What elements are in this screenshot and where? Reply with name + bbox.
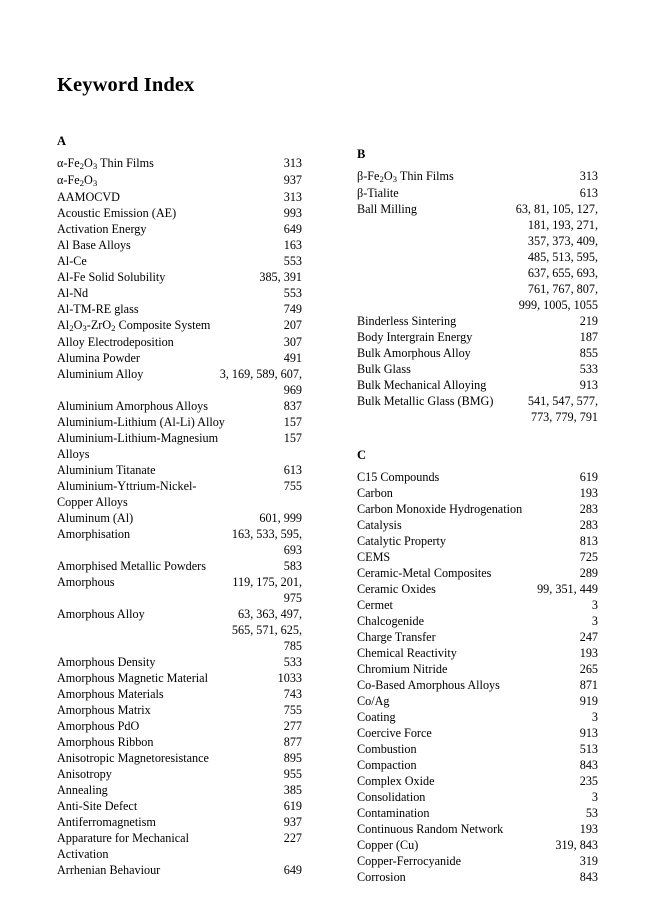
index-entry[interactable]: [57, 686, 302, 702]
index-entry-pages: 277: [283, 719, 302, 733]
index-entry-term: C15 Compounds: [357, 470, 440, 484]
index-entry-pages: 219: [579, 314, 598, 328]
index-entry[interactable]: [57, 558, 302, 574]
index-entry-term: Chalcogenide: [357, 614, 425, 628]
index-entry-term: Anti-Site Defect: [57, 799, 138, 813]
index-entry-term: $\alpha-Fe_2O_3$: [57, 173, 98, 189]
section-letter-a: A: [57, 134, 67, 148]
section-letter-c: C: [357, 448, 367, 462]
index-entry-term: Bulk Metallic Glass (BMG): [357, 394, 494, 408]
index-entry[interactable]: [357, 345, 598, 361]
index-entry[interactable]: [57, 205, 302, 221]
index-entry-pages: 619: [579, 470, 598, 484]
index-entry-term: Alloy Electrodeposition: [57, 335, 174, 349]
index-entry-term: $Al_2O_3-ZrO_2$ Composite System: [57, 318, 211, 334]
index-entry-term: AAMOCVD: [57, 190, 120, 204]
index-entry[interactable]: [357, 837, 598, 853]
index-entry-pages: 755: [283, 479, 302, 493]
index-entry[interactable]: [357, 533, 598, 549]
index-entry-term: Cermet: [357, 598, 393, 612]
index-entry-pages: 613: [579, 186, 598, 200]
index-entry-pages: 53: [585, 806, 598, 820]
index-entry-pages: 163, 533, 595, 693: [231, 527, 302, 557]
index-entry-term: Annealing: [57, 783, 108, 797]
index-entry-pages: 955: [283, 767, 302, 781]
index-entry[interactable]: [357, 613, 598, 629]
index-entry-term: Bulk Amorphous Alloy: [357, 346, 471, 360]
index-entry-pages: 63, 363, 497, 565, 571, 625, 785: [231, 607, 302, 653]
index-entry-pages: 491: [283, 351, 302, 365]
index-entry-term: Amorphous PdO: [57, 719, 140, 733]
index-entry[interactable]: [57, 172, 302, 189]
index-entry-term: Carbon: [357, 486, 393, 500]
index-entry-term: Coercive Force: [357, 726, 432, 740]
index-entry[interactable]: [57, 670, 302, 686]
index-entry[interactable]: [357, 313, 598, 329]
index-entry-term: Corrosion: [357, 870, 406, 884]
index-entry-pages: 843: [579, 870, 598, 884]
index-entry-pages: 207: [283, 318, 302, 332]
index-entry[interactable]: [357, 869, 598, 885]
index-entry-pages: 313: [283, 156, 302, 170]
index-entry-pages: 283: [579, 502, 598, 516]
index-entry[interactable]: [357, 329, 598, 345]
index-entry-pages: 601, 999: [259, 511, 302, 525]
index-entry[interactable]: [357, 597, 598, 613]
index-entry[interactable]: [57, 702, 302, 718]
index-entry-pages: 855: [579, 346, 598, 360]
index-entry-pages: 553: [283, 254, 302, 268]
index-entry-pages: 533: [283, 655, 302, 669]
index-entry-term: Apparature for Mechanical Activation: [57, 831, 189, 861]
index-entry-term: Al-Fe Solid Solubility: [57, 270, 166, 284]
index-entry-term: Coating: [357, 710, 396, 724]
index-entry-pages: 157: [283, 415, 302, 429]
index-entry-pages: 385, 391: [259, 270, 302, 284]
index-entry-pages: 743: [283, 687, 302, 701]
index-entry-pages: 3: [591, 710, 598, 724]
index-entry-pages: 193: [579, 486, 598, 500]
index-entry-pages: 619: [283, 799, 302, 813]
index-entry-term: Amorphous Ribbon: [57, 735, 154, 749]
index-entry-pages: 283: [579, 518, 598, 532]
index-entry[interactable]: [57, 862, 302, 878]
index-entry[interactable]: [357, 517, 598, 533]
index-entry[interactable]: [357, 629, 598, 645]
index-entry-pages: 265: [579, 662, 598, 676]
index-entry[interactable]: [57, 574, 302, 606]
index-entry-pages: 937: [283, 173, 302, 187]
index-entry-term: Ceramic Oxides: [357, 582, 436, 596]
index-entry-pages: 749: [283, 302, 302, 316]
index-entry-term: Aluminum (Al): [57, 511, 134, 525]
index-entry-pages: 247: [579, 630, 598, 644]
index-entry-term: Charge Transfer: [357, 630, 436, 644]
index-entry[interactable]: [357, 201, 598, 313]
index-entry-pages: 755: [283, 703, 302, 717]
index-entry[interactable]: [357, 805, 598, 821]
index-entry-pages: 319, 843: [555, 838, 598, 852]
index-entry[interactable]: [357, 789, 598, 805]
index-entry[interactable]: [357, 757, 598, 773]
index-entry-term: Continuous Random Network: [357, 822, 504, 836]
index-entry[interactable]: [357, 853, 598, 869]
index-entry-term: Aluminium-Yttrium-Nickel-Copper Alloys: [57, 479, 197, 509]
index-entry[interactable]: [357, 581, 598, 597]
index-entry-term: Contamination: [357, 806, 430, 820]
index-entry-pages: 227: [283, 831, 302, 845]
index-entry-pages: 3, 169, 589, 607, 969: [219, 367, 302, 397]
index-entry-pages: 583: [283, 559, 302, 573]
index-entry-pages: 157: [283, 431, 302, 445]
index-entry[interactable]: [57, 430, 302, 462]
index-entry-term: Bulk Glass: [357, 362, 411, 376]
index-entry-term: Aluminium Alloy: [57, 367, 144, 381]
index-entry-pages: 541, 547, 577, 773, 779, 791: [527, 394, 598, 424]
index-entry[interactable]: [57, 718, 302, 734]
column-left-content: [57, 133, 302, 878]
index-entry-term: Chemical Reactivity: [357, 646, 457, 660]
index-entry[interactable]: [357, 361, 598, 377]
index-entry[interactable]: [57, 398, 302, 414]
index-entry-term: Al Base Alloys: [57, 238, 131, 252]
index-entry[interactable]: [357, 773, 598, 789]
index-entry[interactable]: [57, 606, 302, 654]
index-entry-pages: 837: [283, 399, 302, 413]
index-entry[interactable]: [57, 237, 302, 253]
index-entry-pages: 993: [283, 206, 302, 220]
index-entry-pages: 913: [579, 378, 598, 392]
index-entry-term: Catalytic Property: [357, 534, 447, 548]
index-entry-term: Amorphous Materials: [57, 687, 164, 701]
index-entry[interactable]: [357, 469, 598, 485]
index-entry[interactable]: [57, 155, 302, 172]
index-column-right: [357, 146, 598, 885]
index-entry[interactable]: [357, 168, 598, 185]
page-title: Keyword Index: [57, 74, 195, 96]
index-entry[interactable]: [57, 317, 302, 334]
index-entry-term: Aluminium-Lithium (Al-Li) Alloy: [57, 415, 225, 429]
index-entry-term: $\alpha-Fe_2O_3$ Thin Films: [57, 156, 154, 172]
index-entry-term: Aluminium Titanate: [57, 463, 156, 477]
index-entry-pages: 3: [591, 614, 598, 628]
index-entry-pages: 3: [591, 790, 598, 804]
index-entry-pages: 193: [579, 822, 598, 836]
index-entry-term: Amorphous Magnetic Material: [57, 671, 208, 685]
index-entry-pages: 871: [579, 678, 598, 692]
index-entry-term: Amorphous: [57, 575, 115, 589]
index-entry-term: Co/Ag: [357, 694, 390, 708]
index-entry-term: Co-Based Amorphous Alloys: [357, 678, 500, 692]
index-entry[interactable]: [357, 677, 598, 693]
index-entry-pages: 99, 351, 449: [537, 582, 598, 596]
index-entry[interactable]: [357, 709, 598, 725]
index-entry[interactable]: [357, 741, 598, 757]
index-entry[interactable]: [57, 285, 302, 301]
index-entry-term: Amorphous Matrix: [57, 703, 151, 717]
index-entry[interactable]: [357, 693, 598, 709]
index-entry-term: Aluminium-Lithium-Magnesium Alloys: [57, 431, 219, 461]
index-entry-term: Antiferromagnetism: [57, 815, 156, 829]
index-entry[interactable]: [57, 510, 302, 526]
index-entry-term: Complex Oxide: [357, 774, 435, 788]
index-entry-pages: 313: [283, 190, 302, 204]
index-entry-pages: 919: [579, 694, 598, 708]
index-entry-term: Acoustic Emission (AE): [57, 206, 177, 220]
index-entry[interactable]: [357, 565, 598, 581]
index-entry[interactable]: [57, 750, 302, 766]
index-entry[interactable]: [57, 798, 302, 814]
index-entry-term: Chromium Nitride: [357, 662, 448, 676]
index-entry[interactable]: [57, 253, 302, 269]
index-entry-term: Amorphised Metallic Powders: [57, 559, 206, 573]
index-entry-term: Anisotropic Magnetoresistance: [57, 751, 209, 765]
index-entry-term: Bulk Mechanical Alloying: [357, 378, 487, 392]
index-entry-term: Anisotropy: [57, 767, 112, 781]
index-entry-pages: 913: [579, 726, 598, 740]
index-entry-pages: 533: [579, 362, 598, 376]
index-entry-term: Combustion: [357, 742, 417, 756]
index-entry-term: Amorphous Alloy: [57, 607, 145, 621]
index-entry-pages: 235: [579, 774, 598, 788]
index-entry-term: Aluminium Amorphous Alloys: [57, 399, 209, 413]
index-entry-term: Amorphous Density: [57, 655, 156, 669]
index-column-left: [57, 133, 302, 878]
index-entry[interactable]: [357, 661, 598, 677]
index-entry[interactable]: [57, 350, 302, 366]
index-entry-pages: 319: [579, 854, 598, 868]
index-entry[interactable]: [357, 485, 598, 501]
index-entry[interactable]: [357, 377, 598, 393]
index-entry-term: Amorphisation: [57, 527, 131, 541]
index-entry[interactable]: [57, 462, 302, 478]
index-entry-term: Ball Milling: [357, 202, 417, 216]
index-entry[interactable]: [57, 830, 302, 862]
index-entry[interactable]: [57, 478, 302, 510]
index-entry[interactable]: [57, 269, 302, 285]
index-entry[interactable]: [57, 654, 302, 670]
index-entry-term: Compaction: [357, 758, 417, 772]
index-entry-term: β-Tialite: [357, 186, 399, 200]
index-entry-pages: 937: [283, 815, 302, 829]
index-entry-pages: 163: [283, 238, 302, 252]
index-entry[interactable]: [57, 221, 302, 237]
index-entry-term: Al-Ce: [57, 254, 87, 268]
column-right-content: [357, 146, 598, 885]
index-entry-term: Body Intergrain Energy: [357, 330, 473, 344]
index-entry[interactable]: [57, 526, 302, 558]
index-entry-pages: 187: [579, 330, 598, 344]
index-entry[interactable]: [357, 501, 598, 517]
index-entry[interactable]: [57, 334, 302, 350]
index-entry[interactable]: [57, 189, 302, 205]
index-entry[interactable]: [57, 766, 302, 782]
index-entry-pages: 813: [579, 534, 598, 548]
index-entry-pages: 553: [283, 286, 302, 300]
index-entry[interactable]: [357, 725, 598, 741]
index-entry[interactable]: [57, 414, 302, 430]
index-entry-term: $\beta-Fe_2O_3$ Thin Films: [357, 169, 454, 185]
index-entry-pages: 193: [579, 646, 598, 660]
index-entry-pages: 843: [579, 758, 598, 772]
index-entry-pages: 313: [579, 169, 598, 183]
index-entry[interactable]: [357, 549, 598, 565]
index-entry-pages: 119, 175, 201, 975: [232, 575, 302, 605]
index-entry-term: Copper-Ferrocyanide: [357, 854, 461, 868]
index-entry[interactable]: [57, 734, 302, 750]
index-entry-pages: 307: [283, 335, 302, 349]
index-entry-term: Al-Nd: [57, 286, 89, 300]
index-entry[interactable]: [57, 366, 302, 398]
index-entry-term: CEMS: [357, 550, 391, 564]
index-entry-term: Alumina Powder: [57, 351, 140, 365]
index-entry-pages: 513: [579, 742, 598, 756]
index-entry-pages: 613: [283, 463, 302, 477]
index-entry-pages: 385: [283, 783, 302, 797]
index-entry-pages: 63, 81, 105, 127, 181, 193, 271, 357, 373, 409, 485, 513, 595, 637, 655, 693, 761, 767, 807, 999, 1005, 1055: [515, 202, 598, 312]
section-letter-b: B: [357, 147, 366, 161]
index-entry[interactable]: [57, 301, 302, 317]
index-entry-term: Ceramic-Metal Composites: [357, 566, 492, 580]
index-entry-pages: 1033: [277, 671, 302, 685]
index-entry-term: Carbon Monoxide Hydrogenation: [357, 502, 523, 516]
index-entry-term: Arrhenian Behaviour: [57, 863, 161, 877]
index-entry[interactable]: [357, 821, 598, 837]
index-entry-pages: 649: [283, 222, 302, 236]
index-entry-term: Catalysis: [357, 518, 402, 532]
index-entry-pages: 649: [283, 863, 302, 877]
index-entry-pages: 725: [579, 550, 598, 564]
index-entry-term: Consolidation: [357, 790, 426, 804]
index-entry-term: Copper (Cu): [357, 838, 419, 852]
index-entry-pages: 877: [283, 735, 302, 749]
index-entry-pages: 3: [591, 598, 598, 612]
index-entry-pages: 289: [579, 566, 598, 580]
index-entry-pages: 895: [283, 751, 302, 765]
index-entry-term: Al-TM-RE glass: [57, 302, 139, 316]
index-entry[interactable]: [357, 645, 598, 661]
index-entry-term: Activation Energy: [57, 222, 147, 236]
index-entry-term: Binderless Sintering: [357, 314, 457, 328]
index-entry[interactable]: [357, 185, 598, 201]
index-entry[interactable]: [57, 782, 302, 798]
index-entry[interactable]: [357, 393, 598, 425]
index-entry[interactable]: [57, 814, 302, 830]
